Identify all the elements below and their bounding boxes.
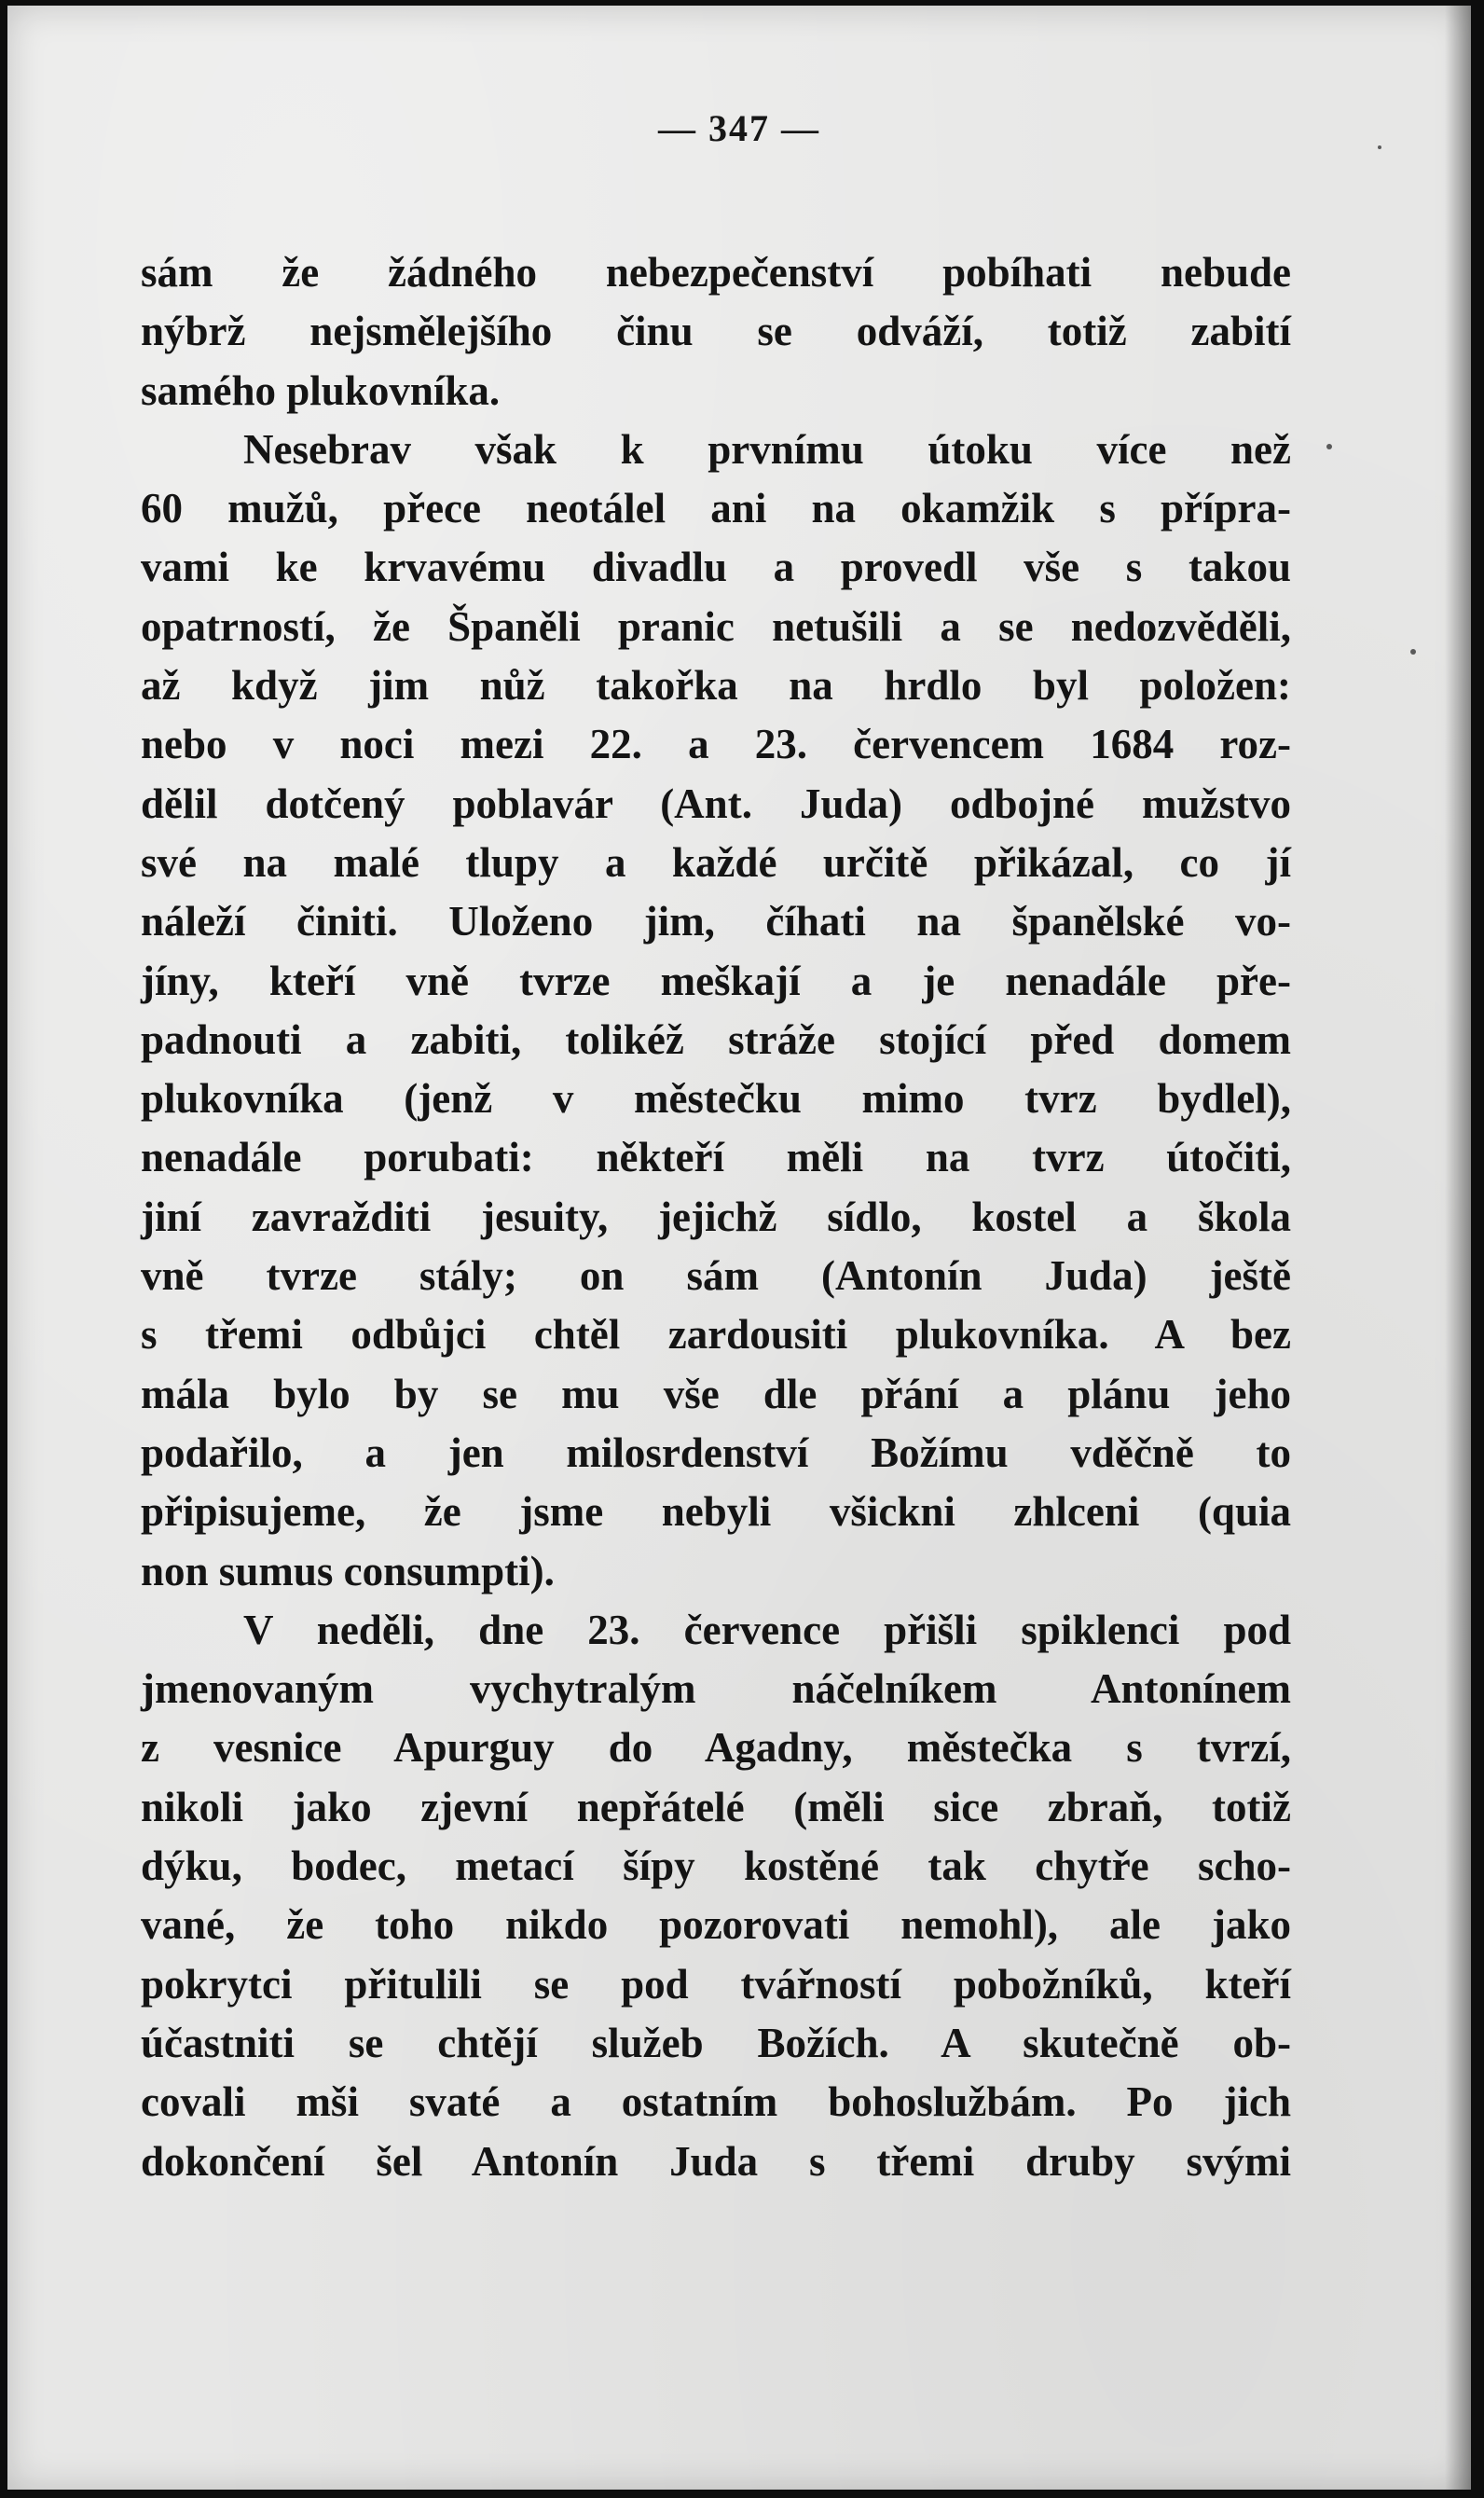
text-line: mála bylo by se mu vše dle přání a plánu jeho <box>141 1370 1291 1417</box>
text-line: vané, že toho nikdo pozorovati nemohl), ale jako <box>141 1901 1291 1949</box>
text-line: V neděli, dne 23. července přišli spiklenci pod <box>243 1606 1291 1653</box>
paper-speck <box>1378 145 1381 149</box>
text-line: vně tvrze stály; on sám (Antonín Juda) ještě <box>141 1252 1291 1300</box>
text-line: Nesebrav však k prvnímu útoku více než <box>243 425 1291 473</box>
text-line: 60 mužů, přece neotálel ani na okamžik s přípra- <box>141 485 1291 532</box>
text-line: sám že žádného nebezpečenství pobíhati nebude <box>141 249 1291 296</box>
text-line: vami ke krvavému divadlu a provedl vše s takou <box>141 544 1291 591</box>
text-line: jíny, kteří vně tvrze meškají a je nenadále pře- <box>141 957 1291 1004</box>
text-line: opatrností, že Španěli pranic netušili a se nedozvěděli, <box>141 602 1291 650</box>
text-line: plukovníka (jenž v městečku mimo tvrz bydlel), <box>141 1075 1291 1123</box>
text-line: nenadále porubati: někteří měli na tvrz útočiti, <box>141 1134 1291 1181</box>
text-line: dýku, bodec, metací šípy kostěné tak chytře scho- <box>141 1842 1291 1890</box>
text-line: účastniti se chtějí služeb Božích. A skutečně ob- <box>141 2019 1291 2066</box>
paper-speck <box>1326 444 1332 449</box>
text-line: podařilo, a jen milosrdenství Božímu vděčně to <box>141 1428 1291 1476</box>
text-line: nikoli jako zjevní nepřátelé (měli sice zbraň, totiž <box>141 1783 1291 1830</box>
text-line: dělil dotčený poblavár (Ant. Juda) odbojné mužstvo <box>141 780 1291 827</box>
text-line: dokončení šel Antonín Juda s třemi druby svými <box>141 2137 1291 2185</box>
paper-speck <box>1410 649 1416 655</box>
page-number: — 347 — <box>658 107 820 149</box>
text-line: náleží činiti. Uloženo jim, číhati na španělské vo- <box>141 898 1291 945</box>
text-line: nebo v noci mezi 22. a 23. červencem 1684 roz- <box>141 721 1291 768</box>
text-line: pokrytci přitulili se pod tvářností pobožníků, kteří <box>141 1960 1291 2008</box>
text-line: nýbrž nejsmělejšího činu se odváží, totiž zabití <box>141 308 1291 355</box>
text-line: až když jim nůž takořka na hrdlo byl položen: <box>141 662 1291 710</box>
page-edge-shadow <box>1445 6 1471 2490</box>
body-text <box>141 243 1291 2191</box>
text-line: jmenovaným vychytralým náčelníkem Antonínem <box>141 1665 1291 1713</box>
text-line: s třemi odbůjci chtěl zardousiti plukovníka. A bez <box>141 1311 1291 1359</box>
book-page <box>7 6 1471 2490</box>
text-line: covali mši svaté a ostatním bohoslužbám. Po jich <box>141 2078 1291 2126</box>
text-line: jiní zavražditi jesuity, jejichž sídlo, kostel a škola <box>141 1193 1291 1240</box>
text-line: z vesnice Apurguy do Agadny, městečka s tvrzí, <box>141 1724 1291 1772</box>
text-line: připisujeme, že jsme nebyli všickni zhlceni (quia <box>141 1488 1291 1536</box>
text-line: samého plukovníka. <box>141 366 501 414</box>
text-line: své na malé tlupy a každé určitě přikázal, co jí <box>141 838 1291 886</box>
text-line: non sumus consumpti). <box>141 1547 555 1594</box>
text-line: padnouti a zabiti, tolikéž stráže stojící před domem <box>141 1015 1291 1063</box>
